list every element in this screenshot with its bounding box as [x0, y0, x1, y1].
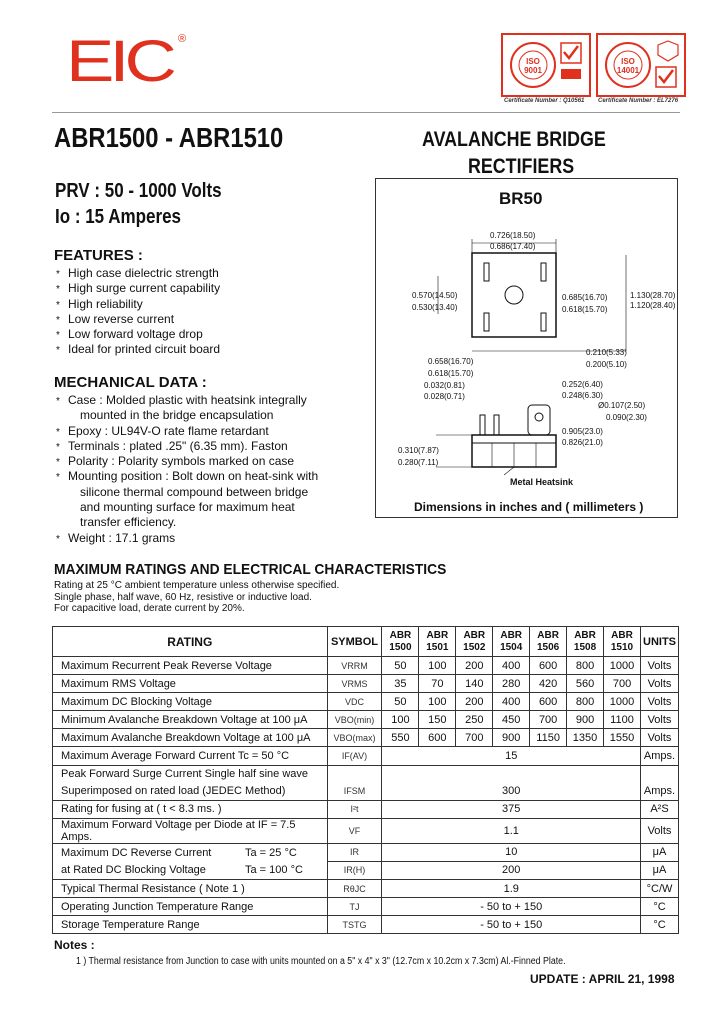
feature-item: * Low reverse current — [54, 312, 334, 327]
table-cell: 1000 — [604, 693, 641, 711]
table-cell: A²S — [641, 800, 679, 818]
header-symbol: SYMBOL — [327, 627, 382, 657]
feature-item: * Ideal for printed circuit board — [54, 342, 334, 357]
note-1: 1 ) Thermal resistance from Junction to case with units mounted on a 5" x 4" x 3" (12.7cm x 10.2cm x 7.3cm) Al.-Finned Plate. — [76, 956, 566, 967]
header-part: ABR 1510 — [604, 627, 641, 657]
table-cell: - 50 to + 150 — [382, 916, 641, 934]
table-row — [53, 880, 679, 898]
ratings-heading: MAXIMUM RATINGS AND ELECTRICAL CHARACTERISTICS — [54, 561, 447, 578]
table-cell: μA — [641, 861, 679, 879]
table-cell: 200 — [382, 861, 641, 879]
table-cell: Typical Thermal Resistance ( Note 1 ) — [53, 880, 328, 898]
table-row — [53, 916, 679, 934]
table-row — [53, 800, 679, 818]
table-cell: Operating Junction Temperature Range — [53, 898, 328, 916]
ratings-note: Single phase, half wave, 60 Hz, resistive or inductive load. — [54, 591, 312, 603]
table-cell: Volts — [641, 693, 679, 711]
table-cell: VF — [327, 818, 382, 843]
dim-t-r2: 0.248(6.30) — [562, 391, 603, 400]
table-cell-text: Maximum DC Reverse Current — [61, 846, 212, 859]
mech-item-cont: silicone thermal compound between bridge — [80, 484, 309, 499]
features-heading: FEATURES : — [54, 247, 143, 264]
table-row — [53, 843, 679, 861]
table-cell: TSTG — [327, 916, 382, 934]
table-row — [53, 711, 679, 729]
dim-mid1: 0.658(16.70) — [428, 357, 474, 366]
table-cell: VRRM — [327, 657, 382, 675]
table-cell: I²t — [327, 800, 382, 818]
table-cell: 800 — [567, 693, 604, 711]
table-row — [53, 729, 679, 747]
cert-number-1: Certificate Number : Q10561 — [504, 98, 585, 104]
table-cell: 70 — [419, 675, 456, 693]
ratings-note: For capacitive load, derate current by 20%. — [54, 603, 245, 614]
dim-br1: 0.905(23.0) — [562, 427, 603, 436]
package-drawing — [376, 179, 679, 519]
svg-text:ISO: ISO — [621, 57, 635, 66]
dim-hole2: 0.090(2.30) — [606, 413, 647, 422]
table-row — [53, 783, 679, 801]
table-cell: 700 — [456, 729, 493, 747]
dim-mid-r1: 0.210(5.33) — [586, 348, 627, 357]
table-cell: 50 — [382, 693, 419, 711]
dim-left2: 0.530(13.40) — [412, 303, 458, 312]
feature-item: * High reliability — [54, 297, 334, 312]
table-cell: IF(AV) — [327, 747, 382, 765]
mechanical-heading: MECHANICAL DATA : — [54, 374, 207, 391]
table-cell: - 50 to + 150 — [382, 898, 641, 916]
header-units: UNITS — [641, 627, 679, 657]
table-cell: 1150 — [530, 729, 567, 747]
table-cell: 250 — [456, 711, 493, 729]
table-cell: 600 — [530, 693, 567, 711]
dim-top-w2: 0.686(17.40) — [490, 242, 536, 251]
dim-r-out2: 1.120(28.40) — [630, 301, 676, 310]
table-cell — [53, 843, 328, 861]
dim-bl2: 0.280(7.11) — [398, 458, 439, 467]
table-cell: 1.1 — [382, 818, 641, 843]
table-cell: VBO(max) — [327, 729, 382, 747]
table-row — [53, 898, 679, 916]
header-part: ABR 1504 — [493, 627, 530, 657]
table-cell: 1350 — [567, 729, 604, 747]
table-row — [53, 657, 679, 675]
table-cell: Volts — [641, 711, 679, 729]
table-cell: 50 — [382, 657, 419, 675]
table-cell: 600 — [419, 729, 456, 747]
table-cell: 100 — [382, 711, 419, 729]
table-cell: Amps. — [641, 783, 679, 801]
table-row — [53, 765, 679, 783]
mech-item-cont: and mounting surface for maximum heat — [80, 500, 295, 515]
table-row — [53, 747, 679, 765]
table-cell: VDC — [327, 693, 382, 711]
table-cell: RθJC — [327, 880, 382, 898]
table-cell: 15 — [382, 747, 641, 765]
table-row — [53, 675, 679, 693]
table-cell: 400 — [493, 657, 530, 675]
mech-item-cont: mounted in the bridge encapsulation — [80, 408, 274, 423]
eic-logo: EIC — [66, 29, 172, 94]
ratings-notes — [54, 580, 339, 615]
table-cell: Amps. — [641, 747, 679, 765]
table-cell: °C — [641, 916, 679, 934]
table-cell: 200 — [456, 693, 493, 711]
dim-left1: 0.570(14.50) — [412, 291, 458, 300]
prv-spec: PRV : 50 - 1000 Volts — [55, 180, 222, 202]
svg-text:9001: 9001 — [524, 66, 542, 75]
table-cell: VBO(min) — [327, 711, 382, 729]
table-cell: 420 — [530, 675, 567, 693]
table-cell: 300 — [382, 783, 641, 801]
table-cell: °C/W — [641, 880, 679, 898]
table-cell: 450 — [493, 711, 530, 729]
table-cell: 100 — [419, 657, 456, 675]
dim-r-in2: 0.618(15.70) — [562, 305, 608, 314]
table-cell: Rating for fusing at ( t < 8.3 ms. ) — [53, 800, 328, 818]
features-list — [54, 266, 334, 358]
table-cell — [327, 765, 382, 783]
dim-t-r1: 0.252(6.40) — [562, 380, 603, 389]
product-title-2: RECTIFIERS — [468, 155, 575, 178]
table-cell: 700 — [604, 675, 641, 693]
table-cell: 700 — [530, 711, 567, 729]
table-cell: Minimum Avalanche Breakdown Voltage at 100 μA — [53, 711, 328, 729]
iso9001-cert-badge — [501, 33, 591, 97]
table-cell: 900 — [567, 711, 604, 729]
table-cell — [641, 765, 679, 783]
feature-item: * High case dielectric strength — [54, 266, 334, 281]
table-header-row — [53, 627, 679, 657]
table-cell: Maximum Avalanche Breakdown Voltage at 100 μA — [53, 729, 328, 747]
cert-number-2: Certificate Number : EL7276 — [598, 98, 679, 104]
table-cell: 1.9 — [382, 880, 641, 898]
table-cell: 100 — [419, 693, 456, 711]
header-part: ABR 1502 — [456, 627, 493, 657]
table-cell: IFSM — [327, 783, 382, 801]
header-part: ABR 1508 — [567, 627, 604, 657]
table-cell: 35 — [382, 675, 419, 693]
dim-t1: 0.032(0.81) — [424, 381, 465, 390]
io-spec: Io : 15 Amperes — [55, 206, 181, 228]
iso14001-cert-badge — [596, 33, 686, 97]
table-cell-text: Ta = 25 °C — [245, 846, 297, 859]
mech-item: * Case : Molded plastic with heatsink integrally — [54, 393, 354, 408]
table-cell — [382, 765, 641, 783]
table-cell: 140 — [456, 675, 493, 693]
registered-mark: ® — [178, 33, 187, 45]
ratings-note: Rating at 25 °C ambient temperature unless otherwise specified. — [54, 580, 340, 591]
table-cell: Superimposed on rated load (JEDEC Method) — [53, 783, 328, 801]
table-cell: Volts — [641, 729, 679, 747]
product-title-1: AVALANCHE BRIDGE — [422, 128, 606, 151]
table-cell: VRMS — [327, 675, 382, 693]
table-cell-text: at Rated DC Blocking Voltage — [61, 864, 206, 877]
table-cell: 550 — [382, 729, 419, 747]
table-cell: Storage Temperature Range — [53, 916, 328, 934]
table-cell: μA — [641, 843, 679, 861]
svg-text:14001: 14001 — [616, 66, 640, 75]
table-cell: 800 — [567, 657, 604, 675]
dim-hole1: Ø0.107(2.50) — [598, 401, 646, 410]
header-rating: RATING — [53, 627, 328, 657]
part-title: ABR1500 - ABR1510 — [54, 122, 284, 153]
table-cell: Volts — [641, 675, 679, 693]
table-cell: Maximum Recurrent Peak Reverse Voltage — [53, 657, 328, 675]
mechanical-list — [54, 393, 354, 546]
table-cell: 1000 — [604, 657, 641, 675]
ratings-table — [52, 626, 679, 934]
table-cell: 900 — [493, 729, 530, 747]
dimensions-caption: Dimensions in inches and ( millimeters ) — [414, 500, 644, 514]
table-cell: 600 — [530, 657, 567, 675]
heatsink-label: Metal Heatsink — [510, 477, 574, 487]
dim-t2: 0.028(0.71) — [424, 392, 465, 401]
table-cell: IR — [327, 843, 382, 861]
table-cell: 375 — [382, 800, 641, 818]
mech-item: * Mounting position : Bolt down on heat-sink with — [54, 469, 354, 484]
table-row — [53, 693, 679, 711]
table-cell: Peak Forward Surge Current Single half sine wave — [53, 765, 328, 783]
table-cell: °C — [641, 898, 679, 916]
dim-top-w1: 0.726(18.50) — [490, 231, 536, 240]
dim-mid2: 0.618(15.70) — [428, 369, 474, 378]
table-cell: 150 — [419, 711, 456, 729]
table-cell: 10 — [382, 843, 641, 861]
notes-heading: Notes : — [54, 938, 95, 952]
feature-item: * High surge current capability — [54, 281, 334, 296]
header-part: ABR 1501 — [419, 627, 456, 657]
table-cell — [53, 861, 328, 879]
table-cell: TJ — [327, 898, 382, 916]
table-cell: 200 — [456, 657, 493, 675]
table-cell: Maximum Average Forward Current Tc = 50 °C — [53, 747, 328, 765]
table-cell: 1100 — [604, 711, 641, 729]
table-cell: IR(H) — [327, 861, 382, 879]
svg-text:ISO: ISO — [526, 57, 540, 66]
table-cell: 560 — [567, 675, 604, 693]
table-cell: Maximum RMS Voltage — [53, 675, 328, 693]
header-part: ABR 1506 — [530, 627, 567, 657]
dim-r-out1: 1.130(28.70) — [630, 291, 676, 300]
mech-item: * Epoxy : UL94V-O rate flame retardant — [54, 424, 354, 439]
package-name: BR50 — [499, 189, 543, 208]
feature-item: * Low forward voltage drop — [54, 327, 334, 342]
header-part: ABR 1500 — [382, 627, 419, 657]
table-cell: 400 — [493, 693, 530, 711]
table-row — [53, 818, 679, 843]
mech-item: * Terminals : plated .25" (6.35 mm). Faston — [54, 439, 354, 454]
dim-r-in1: 0.685(16.70) — [562, 293, 608, 302]
table-cell: Volts — [641, 657, 679, 675]
table-row — [53, 861, 679, 879]
package-diagram-box — [375, 178, 678, 518]
mech-item: * Polarity : Polarity symbols marked on case — [54, 454, 354, 469]
mech-item-cont: transfer efficiency. — [80, 515, 177, 530]
table-cell: Maximum Forward Voltage per Diode at IF = 7.5 Amps. — [53, 818, 328, 843]
dim-mid-r2: 0.200(5.10) — [586, 360, 627, 369]
table-cell: Volts — [641, 818, 679, 843]
header-divider — [52, 112, 680, 113]
dim-br2: 0.826(21.0) — [562, 438, 603, 447]
table-cell-text: Ta = 100 °C — [245, 864, 303, 877]
table-cell: 280 — [493, 675, 530, 693]
table-cell: 1550 — [604, 729, 641, 747]
table-cell: Maximum DC Blocking Voltage — [53, 693, 328, 711]
mech-item: * Weight : 17.1 grams — [54, 531, 354, 546]
update-date: UPDATE : APRIL 21, 1998 — [530, 972, 675, 986]
dim-bl1: 0.310(7.87) — [398, 446, 439, 455]
